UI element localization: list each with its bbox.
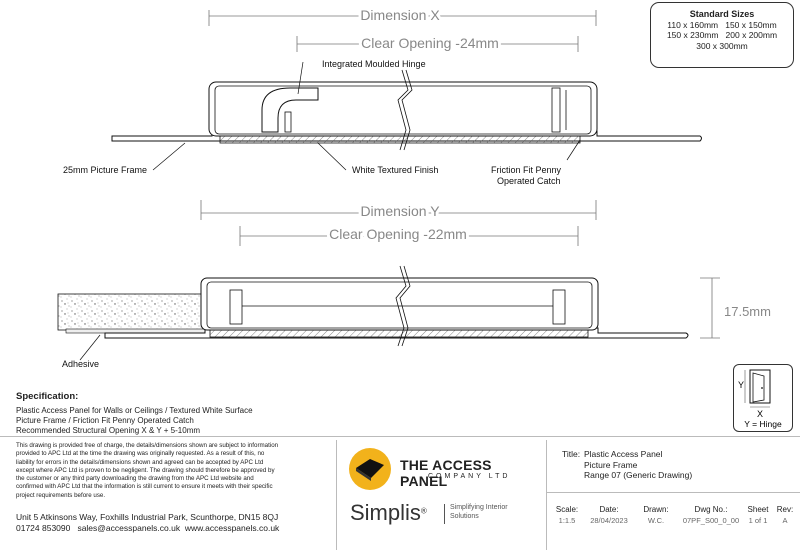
meta-dwg-no xyxy=(680,505,742,525)
disclaimer-line: liability for errors in the details/dimensions shown and agreed can be accepted by APC Ltd xyxy=(16,458,264,466)
hinge-x-label: X xyxy=(757,409,764,419)
meta-label: Drawn: xyxy=(643,505,669,514)
footer-divider-1 xyxy=(336,440,337,550)
meta-rev xyxy=(774,505,796,525)
finish-callout: White Textured Finish xyxy=(352,165,439,175)
meta-label: Dwg No.: xyxy=(694,505,728,514)
meta-value: 1 of 1 xyxy=(748,516,768,525)
simplis-logo xyxy=(350,500,542,530)
disclaimer xyxy=(16,442,336,500)
adhesive-callout: Adhesive xyxy=(62,359,100,369)
specification xyxy=(16,392,253,436)
standard-sizes-box xyxy=(650,2,794,68)
meta-drawn xyxy=(636,505,676,525)
catch-callout-2: Operated Catch xyxy=(497,176,561,186)
meta-value: 07PF_S00_0_00 xyxy=(682,516,740,525)
hinge-caption: Y = Hinge xyxy=(744,419,782,429)
standard-size-row: 150 x 230mm 200 x 200mm xyxy=(666,30,778,40)
hinge-y-label: Y xyxy=(738,380,745,390)
meta-label: Rev: xyxy=(776,505,794,514)
meta-label: Sheet xyxy=(747,505,769,514)
meta-label: Date: xyxy=(599,505,619,514)
footer-divider-2 xyxy=(546,440,547,550)
company-logo xyxy=(346,446,542,498)
meta-sheet xyxy=(744,505,772,525)
title-block xyxy=(562,449,782,480)
dimension-x-label: Dimension X xyxy=(360,7,440,23)
address-line: Unit 5 Atkinsons Way, Foxhills Industrial Park, Scunthorpe, DN15 8QJ xyxy=(16,512,279,522)
hinge-orientation-box xyxy=(733,364,793,432)
disclaimer-line: confirmed with APC Ltd that the information is still current to ensure it meets with their specific xyxy=(16,483,273,491)
disclaimer-line: except where APC Ltd is proven to be negligent. The drawing should therefore be approved by xyxy=(16,466,275,474)
disclaimer-line: provided to APC Ltd at the time the drawing was originally requested. As a result of this, no xyxy=(16,450,265,458)
title-block-divider xyxy=(547,492,800,493)
logo-mark-icon xyxy=(346,446,394,492)
specification-line: Recommended Structural Opening X & Y + 5-10mm xyxy=(16,426,201,435)
disclaimer-line: This drawing is provided free of charge, the details/dimensions shown are subject to information xyxy=(16,442,279,449)
catch-callout-1: Friction Fit Penny xyxy=(491,165,562,175)
title-label: Title: xyxy=(562,449,581,459)
meta-value: A xyxy=(782,516,788,525)
clear-opening-x-label: Clear Opening -24mm xyxy=(361,35,499,51)
meta-date xyxy=(584,505,634,525)
simplis-registered-mark: ® xyxy=(420,506,427,516)
standard-size-row: 300 x 300mm xyxy=(696,40,748,51)
disclaimer-line: the customer or any third party downloading the drawing from the APC Ltd website and xyxy=(16,475,254,483)
meta-value: 1:1.5 xyxy=(558,516,576,525)
disclaimer-line: project requirements before use. xyxy=(16,491,106,499)
specification-line: Plastic Access Panel for Walls or Ceilings / Textured White Surface xyxy=(16,406,253,415)
standard-sizes-title: Standard Sizes xyxy=(689,9,755,19)
standard-size-row: 110 x 160mm 150 x 150mm xyxy=(667,19,777,30)
simplis-wordmark: Simplis xyxy=(350,500,421,525)
specification-heading: Specification: xyxy=(16,391,79,402)
hinge-callout: Integrated Moulded Hinge xyxy=(322,59,426,69)
contact-line: 01724 853090 sales@accesspanels.co.uk www.accesspanels.co.uk xyxy=(16,523,280,533)
frame-callout: 25mm Picture Frame xyxy=(63,165,148,175)
meta-value: 28/04/2023 xyxy=(590,516,628,525)
dimension-y-label: Dimension Y xyxy=(360,203,440,219)
meta-scale xyxy=(552,505,582,525)
meta-value: W.C. xyxy=(647,516,665,525)
hinge-orientation-icon xyxy=(734,365,792,431)
company-address xyxy=(16,512,279,534)
meta-label: Scale: xyxy=(555,505,579,514)
title-line: Picture Frame xyxy=(584,459,638,470)
height-label: 17.5mm xyxy=(724,304,771,319)
footer-divider xyxy=(0,436,800,437)
specification-line: Picture Frame / Friction Fit Penny Operated Catch xyxy=(16,416,194,425)
simplis-divider xyxy=(444,504,445,524)
logo-company-sub: COMPANY LTD xyxy=(428,473,511,480)
simplis-tagline-2: Solutions xyxy=(450,513,479,520)
simplis-tagline-1: Simplifying Interior xyxy=(450,504,508,511)
title-line: Plastic Access Panel xyxy=(584,449,663,459)
title-line: Range 07 (Generic Drawing) xyxy=(584,470,693,480)
clear-opening-y-label: Clear Opening -22mm xyxy=(329,226,467,242)
section-y-drawing xyxy=(0,198,800,378)
logo-company-name: THE ACCESS PANEL xyxy=(400,457,492,489)
